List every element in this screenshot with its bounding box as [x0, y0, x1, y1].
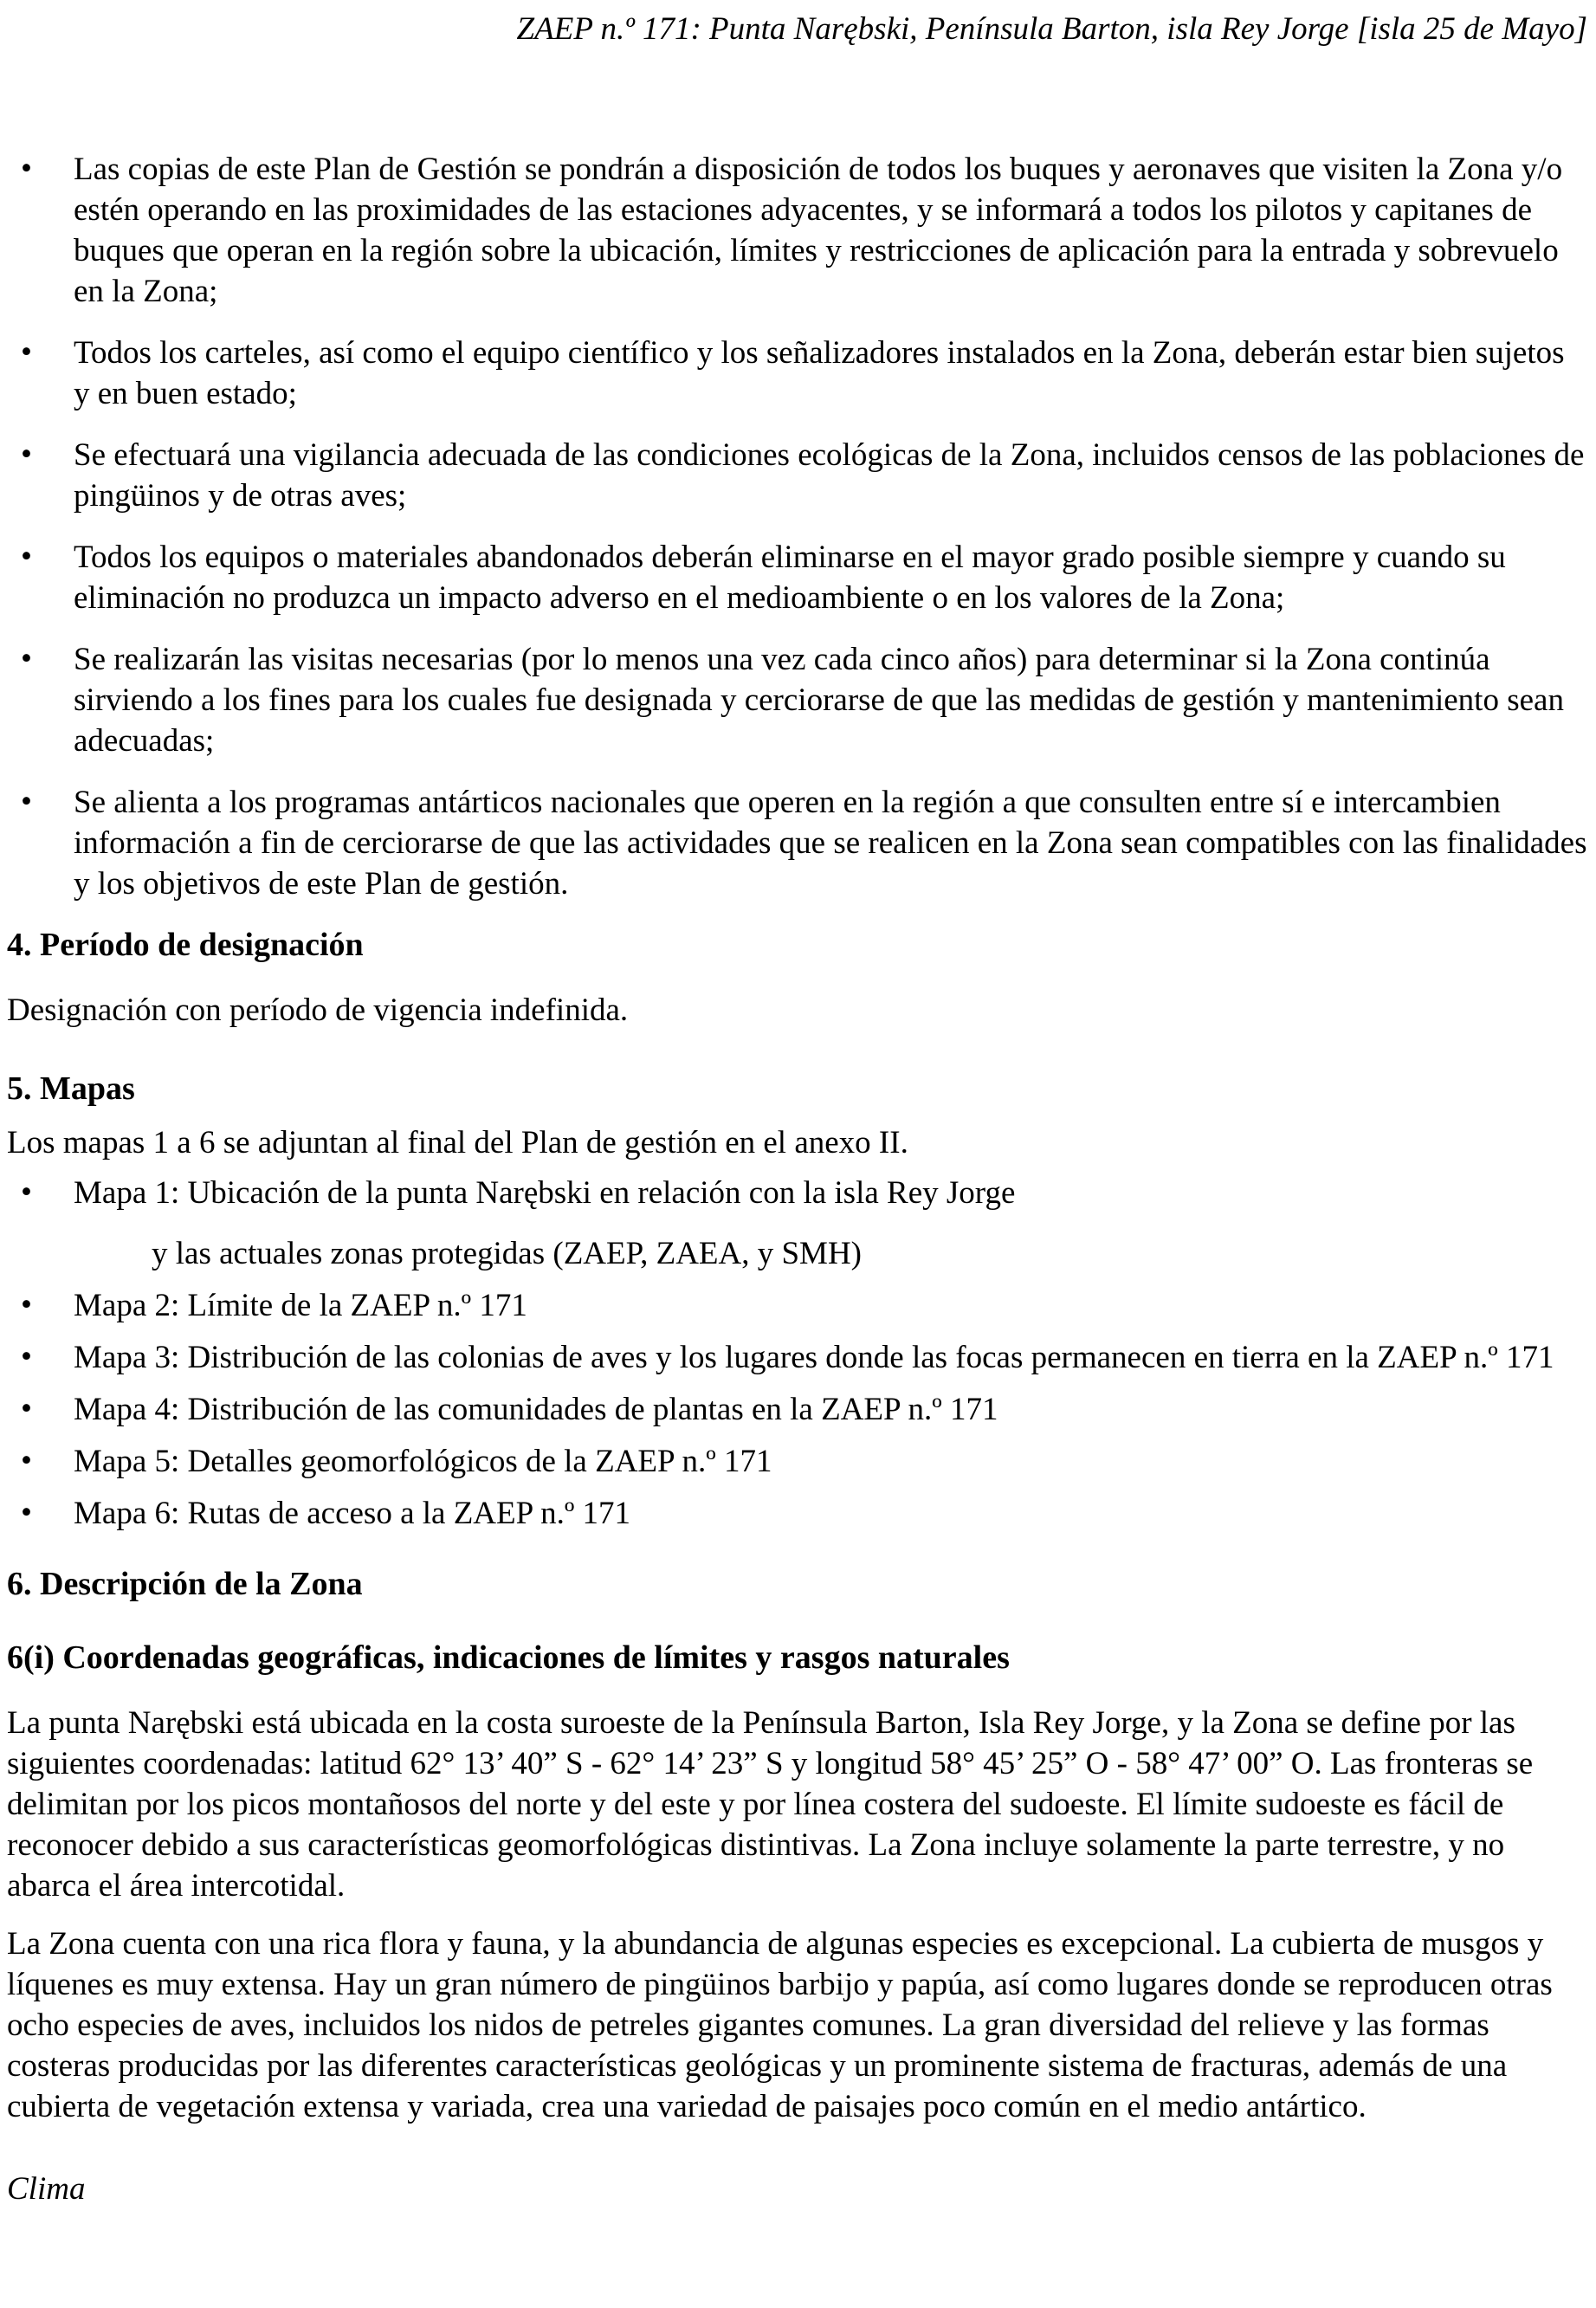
bullet-icon: • [21, 1339, 32, 1374]
bullet-icon: • [21, 641, 32, 676]
management-bullet-list [7, 149, 1587, 904]
section-heading-descripcion-zona: 6. Descripción de la Zona [7, 1566, 363, 1602]
list-item-mapa-5 [7, 1441, 1587, 1482]
paragraph-flora-fauna: La Zona cuenta con una rica flora y fauna, y la abundancia de algunas especies es excepcional. La cubierta de musgos y líquenes es muy extensa. Hay un gran número de pingüinos barbijo y papúa, así como lugares donde se reproducen otras ocho especies de aves, incluidos los nidos de petreles gigantes comunes. La gran diversidad del relieve y las formas costeras producidas por las diferentes características geológicas y un prominente sistema de fracturas, además de una cubierta de vegetación extensa y variada, crea una variedad de paisajes poco común en el medio antártico. [7, 1926, 1553, 2124]
bullet-icon: • [21, 1495, 32, 1530]
subsection-heading-coordenadas: 6(i) Coordenadas geográficas, indicaciones de límites y rasgos naturales [7, 1639, 1010, 1676]
list-item-text: Se alienta a los programas antárticos nacionales que operen en la región a que consulten entre sí e intercambien información a fin de cerciorarse de que las actividades que se realicen en la Zona sean compatibles con las finalidades y los objetivos de este Plan de gestión. [74, 785, 1587, 902]
list-item-text: Se efectuará una vigilancia adecuada de las condiciones ecológicas de la Zona, incluidos censos de las poblaciones de pingüinos y de otras aves; [74, 437, 1585, 514]
header-title: ZAEP n.º 171: Punta Narębski, Península Barton, isla Rey Jorge [isla 25 de Mayo] [516, 11, 1587, 47]
bullet-icon: • [21, 436, 32, 472]
list-item-text: Mapa 1: Ubicación de la punta Narębski en relación con la isla Rey Jorge [74, 1175, 1016, 1211]
map-bullet-list [7, 1173, 1587, 1534]
list-item [7, 149, 1587, 312]
paragraph-designacion: Designación con período de vigencia indefinida. [7, 992, 629, 1028]
bullet-icon: • [21, 539, 32, 574]
list-item-mapa-1 [7, 1173, 1587, 1274]
clima-subheading: Clima [7, 2171, 86, 2207]
bullet-icon: • [21, 1391, 32, 1426]
list-item-text: Mapa 2: Límite de la ZAEP n.º 171 [74, 1288, 527, 1323]
bullet-icon: • [21, 1443, 32, 1478]
list-item [7, 333, 1587, 414]
list-item-text: Todos los equipos o materiales abandonados deberán eliminarse en el mayor grado posible siempre y cuando su eliminación no produzca un impacto adverso en el medioambiente o en los valores de la Zona; [74, 540, 1506, 616]
list-item-mapa-4 [7, 1389, 1587, 1430]
list-item-text: Mapa 3: Distribución de las colonias de aves y los lugares donde las focas permanecen en tierra en la ZAEP n.º 171 [74, 1340, 1554, 1375]
bullet-icon: • [21, 1174, 32, 1210]
list-item-mapa-6 [7, 1493, 1587, 1534]
list-item-text: Mapa 4: Distribución de las comunidades de plantas en la ZAEP n.º 171 [74, 1392, 998, 1427]
list-item-text: Las copias de este Plan de Gestión se pondrán a disposición de todos los buques y aeronaves que visiten la Zona y/o estén operando en las proximidades de las estaciones adyacentes, y se informará a todos los pilotos y capitanes de buques que operan en la región sobre la ubicación, límites y restricciones de aplicación para la entrada y sobrevuelo en la Zona; [74, 152, 1563, 309]
list-item [7, 782, 1587, 904]
bullet-icon: • [21, 784, 32, 819]
page-header [7, 9, 1587, 49]
list-item-text: Mapa 5: Detalles geomorfológicos de la ZAEP n.º 171 [74, 1444, 772, 1479]
list-item [7, 435, 1587, 516]
paragraph-mapas-intro: Los mapas 1 a 6 se adjuntan al final del Plan de gestión en el anexo II. [7, 1125, 908, 1160]
section-heading-periodo-designacion: 4. Período de designación [7, 927, 364, 963]
paragraph-coordenadas: La punta Narębski está ubicada en la costa suroeste de la Península Barton, Isla Rey Jorge, y la Zona se define por las siguientes coordenadas: latitud 62° 13’ 40” S - 62° 14’ 23” S y longitud 58° 45’ 25” O - 58° 47’ 00” O. Las fronteras se delimitan por los picos montañosos del norte y del este y por línea costera del sudoeste. El límite sudoeste es fácil de reconocer debido a sus características geomorfológicas distintivas. La Zona incluye solamente la parte terrestre, y no abarca el área intercotidal. [7, 1705, 1534, 1904]
list-item-text: Se realizarán las visitas necesarias (por lo menos una vez cada cinco años) para determinar si la Zona continúa sirviendo a los fines para los cuales fue designada y cerciorarse de que las medidas de gestión y mantenimiento sean adecuadas; [74, 642, 1564, 759]
list-item-mapa-2 [7, 1285, 1587, 1326]
list-item-text-continuation: y las actuales zonas protegidas (ZAEP, ZAEA, y SMH) [152, 1236, 862, 1271]
section-heading-mapas: 5. Mapas [7, 1070, 135, 1107]
list-item [7, 639, 1587, 761]
list-item-mapa-3 [7, 1337, 1587, 1378]
list-item-text: Todos los carteles, así como el equipo científico y los señalizadores instalados en la Zona, deberán estar bien sujetos y en buen estado; [74, 335, 1565, 411]
list-item-text: Mapa 6: Rutas de acceso a la ZAEP n.º 171 [74, 1496, 631, 1531]
bullet-icon: • [21, 334, 32, 370]
list-item [7, 537, 1587, 618]
bullet-icon: • [21, 1287, 32, 1322]
bullet-icon: • [21, 151, 32, 186]
